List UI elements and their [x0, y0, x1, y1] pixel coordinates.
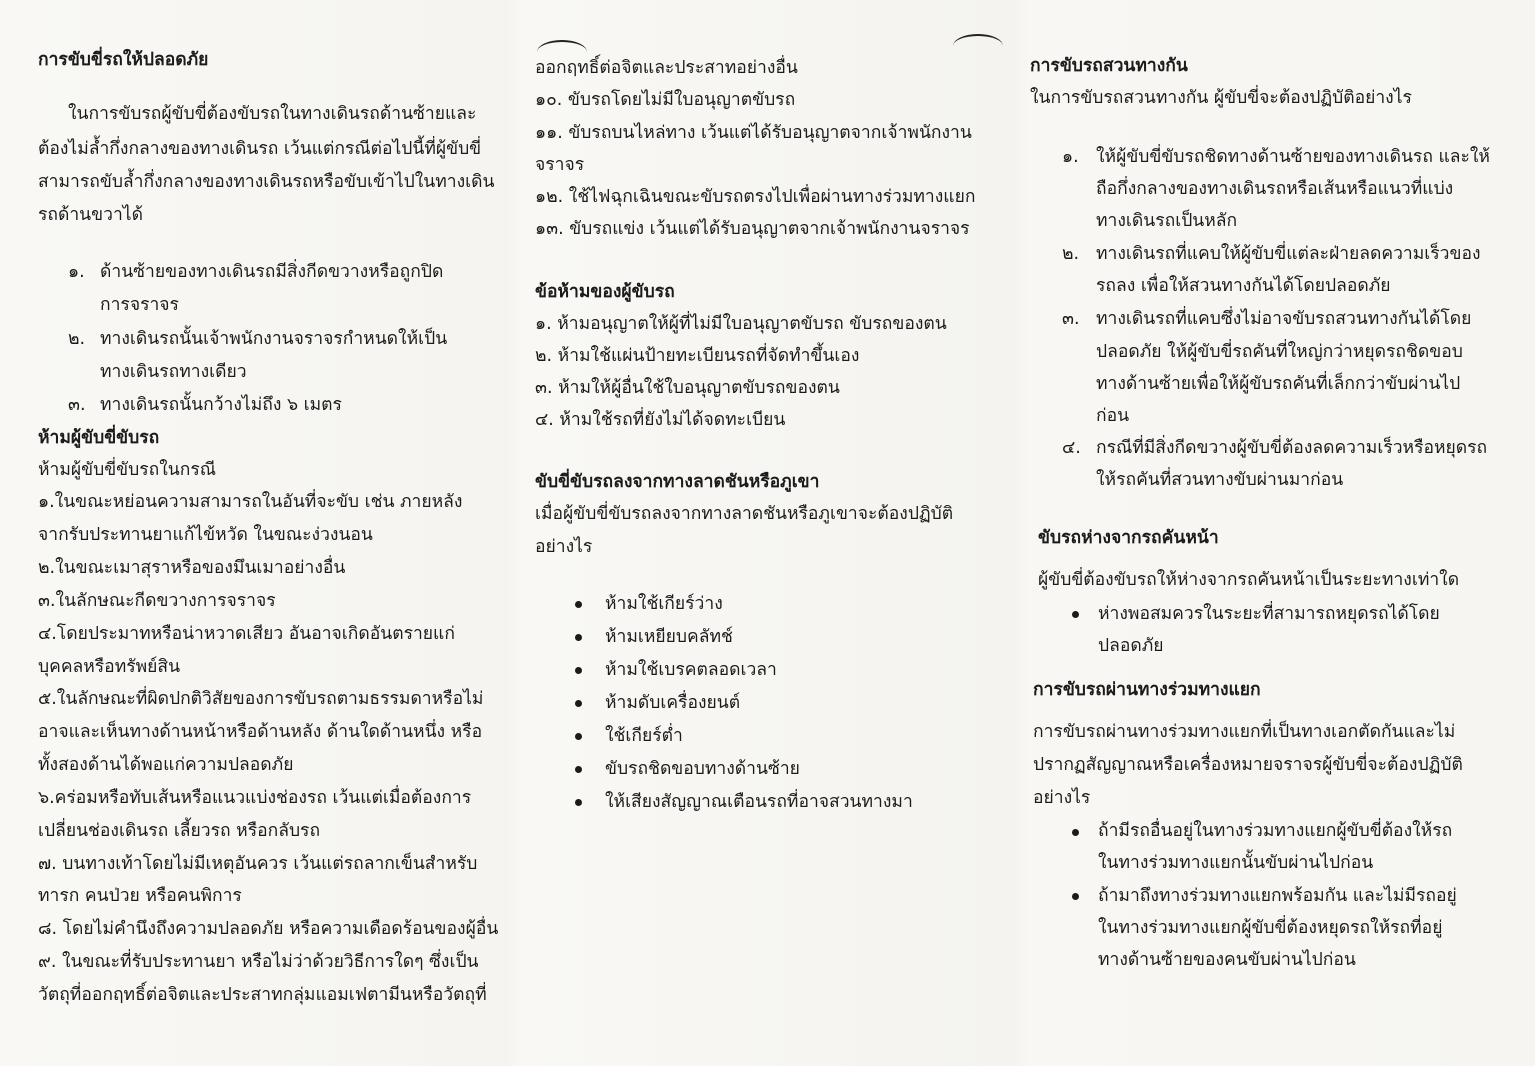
prohibit-line: ๗. บนทางเท้าโดยไม่มีเหตุอันควร เว้นแต่รถลากเข็นสำหรับ — [38, 854, 478, 874]
junction-bullet: ในทางร่วมทางแยกนั้นขับผ่านไปก่อน — [1098, 853, 1374, 873]
slope-bullet: ห้ามเหยียบคลัทช์ — [605, 627, 733, 647]
passing-text: ทางเดินรถที่แคบให้ผู้ขับขี่แต่ละฝ่ายลดความเร็วของ — [1096, 244, 1481, 264]
prohibit-line: ทารก คนป่วย หรือคนพิการ — [38, 886, 242, 906]
bullet-dot — [575, 733, 582, 740]
ban-line: ๑. ห้ามอนุญาตให้ผู้ที่ไม่มีใบอนุญาตขับรถ ขับรถของตน — [535, 314, 947, 334]
distance-bullet: ปลอดภัย — [1098, 636, 1164, 656]
passing-text: กรณีที่มีสิ่งกีดขวางผู้ขับขี่ต้องลดความเร็วหรือหยุดรถ — [1096, 438, 1488, 458]
prohibit-line: ๑.ในขณะหย่อนความสามารถในอันที่จะขับ เช่น ภายหลัง — [38, 492, 463, 512]
continued-line: ๑๐. ขับรถโดยไม่มีใบอนุญาตขับรถ — [535, 90, 796, 110]
prohibit-line: วัตถุที่ออกฤทธิ์ต่อจิตและประสาทกลุ่มแอมเฟตามีนหรือวัตถุที่ — [38, 985, 487, 1005]
bullet-dot — [575, 766, 582, 773]
exception-num: ๒. — [68, 329, 86, 349]
junction-intro: อย่างไร — [1033, 788, 1091, 808]
slope-bullet: ใช้เกียร์ต่ำ — [605, 726, 683, 746]
intro-line: สามารถขับล้ำกึ่งกลางของทางเดินรถหรือขับเข้าไปในทางเดิน — [38, 172, 495, 192]
prohibit-line: ๔.โดยประมาทหรือน่าหวาดเสียว อันอาจเกิดอันตรายแก่ — [38, 624, 455, 644]
continued-line: ๑๓. ขับรถแข่ง เว้นแต่ได้รับอนุญาตจากเจ้าพนักงานจราจร — [535, 219, 970, 239]
section-title-distance: ขับรถห่างจากรถคันหน้า — [1038, 528, 1219, 548]
exception-text: ทางเดินรถทางเดียว — [100, 362, 247, 382]
exception-text: ทางเดินรถนั้นกว้างไม่ถึง ๖ เมตร — [100, 395, 342, 415]
prohibit-intro: ห้ามผู้ขับขี่ขับรถในกรณี — [38, 460, 216, 480]
section-title-junction: การขับรถผ่านทางร่วมทางแยก — [1033, 680, 1261, 700]
section-title-slope: ขับขี่ขับรถลงจากทางลาดชันหรือภูเขา — [535, 472, 820, 492]
passing-intro: ในการขับรถสวนทางกัน ผู้ขับขี่จะต้องปฏิบัติอย่างไร — [1030, 88, 1412, 108]
exception-text: ทางเดินรถนั้นเจ้าพนักงานจราจรกำหนดให้เป็น — [100, 329, 448, 349]
prohibit-line: ๓.ในลักษณะกีดขวางการจราจร — [38, 591, 276, 611]
exception-text: การจราจร — [100, 295, 179, 315]
section-title-bans: ข้อห้ามของผู้ขับรถ — [535, 282, 675, 302]
continued-line: จราจร — [535, 155, 585, 175]
passing-text: ทางเดินรถที่แคบซึ่งไม่อาจขับรถสวนทางกันได้โดย — [1096, 309, 1472, 329]
junction-bullet: ในทางร่วมทางแยกผู้ขับขี่ต้องหยุดรถให้รถที่อยู่ — [1098, 918, 1443, 938]
exception-num: ๓. — [68, 395, 86, 415]
slope-bullet: ห้ามใช้เบรคตลอดเวลา — [605, 660, 777, 680]
prohibit-line: ทั้งสองด้านได้พอแก่ความปลอดภัย — [38, 755, 294, 775]
passing-text: ก่อน — [1096, 406, 1130, 426]
ban-line: ๓. ห้ามให้ผู้อื่นใช้ใบอนุญาตขับรถของตน — [535, 378, 840, 398]
passing-text: ทางเดินรถเป็นหลัก — [1096, 211, 1238, 231]
passing-text: ถือกึ่งกลางของทางเดินรถหรือเส้นหรือแนวที่แบ่ง — [1096, 179, 1454, 199]
prohibit-line: อาจและเห็นทางด้านหน้าหรือด้านหลัง ด้านใดด้านหนึ่ง หรือ — [38, 722, 483, 742]
ban-line: ๔. ห้ามใช้รถที่ยังไม่ได้จดทะเบียน — [535, 410, 786, 430]
slope-bullet: ห้ามดับเครื่องยนต์ — [605, 693, 741, 713]
passing-text: ปลอดภัย ให้ผู้ขับขี่รถคันที่ใหญ่กว่าหยุดรถชิดขอบ — [1096, 342, 1463, 362]
intro-line: ต้องไม่ล้ำกึ่งกลางของทางเดินรถ เว้นแต่กรณีต่อไปนี้ที่ผู้ขับขี่ — [38, 139, 482, 159]
bullet-dot — [575, 700, 582, 707]
section-title-safe-driving: การขับขี่รถให้ปลอดภัย — [38, 50, 209, 70]
intro-line: รถด้านขวาได้ — [38, 205, 143, 225]
passing-text: ให้รถคันที่สวนทางขับผ่านมาก่อน — [1096, 470, 1344, 490]
bullet-dot — [575, 634, 582, 641]
distance-intro: ผู้ขับขี่ต้องขับรถให้ห่างจากรถคันหน้าเป็นระยะทางเท่าใด — [1038, 570, 1460, 590]
prohibit-line: ๖.คร่อมหรือทับเส้นหรือแนวแบ่งช่องรถ เว้นแต่เมื่อต้องการ — [38, 788, 472, 808]
passing-num: ๑. — [1062, 147, 1079, 167]
prohibit-line: ๙. ในขณะที่รับประทานยา หรือไม่ว่าด้วยวิธีการใดๆ ซึ่งเป็น — [38, 952, 479, 972]
distance-bullet: ห่างพอสมควรในระยะที่สามารถหยุดรถได้โดย — [1098, 604, 1440, 624]
prohibit-line: จากรับประทานยาแก้ไข้หวัด ในขณะง่วงนอน — [38, 525, 373, 545]
junction-intro: การขับรถผ่านทางร่วมทางแยกที่เป็นทางเอกตัดกันและไม่ — [1033, 722, 1456, 742]
prohibit-line: บุคคลหรือทรัพย์สิน — [38, 657, 181, 677]
continued-line: ๑๑. ขับรถบนไหล่ทาง เว้นแต่ได้รับอนุญาตจากเจ้าพนักงาน — [535, 123, 972, 143]
passing-text: รถลง เพื่อให้สวนทางกันได้โดยปลอดภัย — [1096, 276, 1391, 296]
bullet-dot — [1072, 893, 1079, 900]
passing-num: ๓. — [1062, 309, 1080, 329]
prohibit-line: ๒.ในขณะเมาสุราหรือของมึนเมาอย่างอื่น — [38, 558, 346, 578]
junction-bullet: ถ้ามาถึงทางร่วมทางแยกพร้อมกัน และไม่มีรถอยู่ — [1098, 886, 1457, 906]
junction-bullet: ถ้ามีรถอื่นอยู่ในทางร่วมทางแยกผู้ขับขี่ต้องให้รถ — [1098, 821, 1453, 841]
paper-curl-mark — [953, 34, 1003, 58]
exception-text: ด้านซ้ายของทางเดินรถมีสิ่งกีดขวางหรือถูกปิด — [100, 262, 444, 282]
slope-bullet: ให้เสียงสัญญาณเตือนรถที่อาจสวนทางมา — [605, 792, 913, 812]
junction-bullet: ทางด้านซ้ายของคนขับผ่านไปก่อน — [1098, 950, 1356, 970]
intro-line: ในการขับรถผู้ขับขี่ต้องขับรถในทางเดินรถด้านซ้ายและ — [68, 104, 477, 124]
continued-line: ๑๒. ใช้ไฟฉุกเฉินขณะขับรถตรงไปเพื่อผ่านทางร่วมทางแยก — [535, 187, 976, 207]
continued-line: ออกฤทธิ์ต่อจิตและประสาทอย่างอื่น — [535, 58, 798, 78]
slope-bullet: ห้ามใช้เกียร์ว่าง — [605, 594, 723, 614]
passing-text: ให้ผู้ขับขี่ขับรถชิดทางด้านซ้ายของทางเดินรถ และให้ — [1096, 147, 1490, 167]
bullet-dot — [1072, 611, 1079, 618]
ban-line: ๒. ห้ามใช้แผ่นป้ายทะเบียนรถที่จัดทำขึ้นเอง — [535, 346, 860, 366]
junction-intro: ปรากฏสัญญาณหรือเครื่องหมายจราจรผู้ขับขี่จะต้องปฏิบัติ — [1033, 755, 1463, 775]
prohibit-line: เปลี่ยนช่องเดินรถ เลี้ยวรถ หรือกลับรถ — [38, 821, 321, 841]
slope-intro: เมื่อผู้ขับขี่ขับรถลงจากทางลาดชันหรือภูเขาจะต้องปฏิบัติ — [535, 504, 954, 524]
passing-num: ๒. — [1062, 244, 1080, 264]
prohibit-line: ๘. โดยไม่คำนึงถึงความปลอดภัย หรือความเดือดร้อนของผู้อื่น — [38, 919, 499, 939]
bullet-dot — [575, 601, 582, 608]
slope-intro: อย่างไร — [535, 537, 593, 557]
bullet-dot — [1072, 829, 1079, 836]
exception-num: ๑. — [68, 262, 85, 282]
passing-num: ๔. — [1062, 438, 1081, 458]
section-title-prohibit: ห้ามผู้ขับขี่ขับรถ — [38, 428, 160, 448]
section-title-passing: การขับรถสวนทางกัน — [1030, 56, 1188, 76]
bullet-dot — [575, 667, 582, 674]
bullet-dot — [575, 799, 582, 806]
prohibit-line: ๕.ในลักษณะที่ผิดปกติวิสัยของการขับรถตามธรรมดาหรือไม่ — [38, 689, 484, 709]
slope-bullet: ขับรถชิดขอบทางด้านซ้าย — [605, 759, 800, 779]
passing-text: ทางด้านซ้ายเพื่อให้ผู้ขับรถคันที่เล็กกว่าขับผ่านไป — [1096, 374, 1461, 394]
